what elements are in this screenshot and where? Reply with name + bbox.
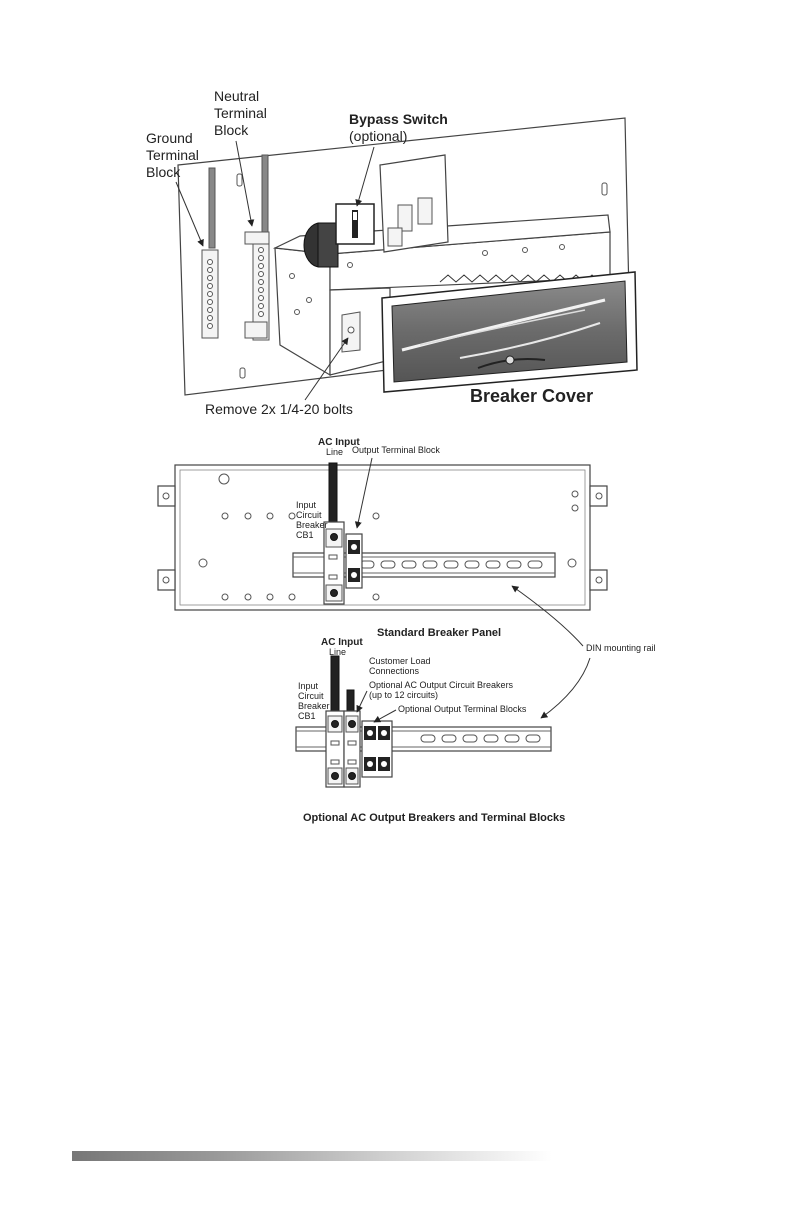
slot-hole bbox=[602, 183, 607, 195]
svg-text:CB1: CB1 bbox=[296, 530, 314, 540]
neutral-terminal-label bbox=[214, 88, 267, 138]
slot-hole bbox=[240, 368, 245, 378]
input-breaker-label bbox=[298, 681, 330, 721]
optional-blocks-label: Optional Output Terminal Blocks bbox=[398, 704, 527, 714]
ac-input-label: AC Input bbox=[321, 637, 363, 648]
svg-text:CB1: CB1 bbox=[298, 711, 316, 721]
svg-text:Ground: Ground bbox=[146, 130, 193, 146]
ground-terminal-holes bbox=[208, 260, 213, 329]
ac-input-label: AC Input bbox=[318, 437, 360, 448]
bypass-switch-note: (optional) bbox=[349, 128, 408, 144]
optional-breakers-label bbox=[369, 680, 514, 700]
slot-hole bbox=[237, 174, 242, 186]
ac-input-cable bbox=[331, 656, 339, 716]
svg-text:Breaker: Breaker bbox=[298, 701, 330, 711]
din-rail-label: DIN mounting rail bbox=[586, 643, 656, 653]
optional-blocks-arrow bbox=[374, 710, 396, 722]
output-terminal-label: Output Terminal Block bbox=[352, 445, 440, 455]
bypass-switch-label: Bypass Switch bbox=[349, 111, 448, 127]
footer-gradient-bar bbox=[72, 1151, 552, 1161]
optional-breakers-caption: Optional AC Output Breakers and Terminal Blocks bbox=[303, 812, 566, 824]
bolt-hole bbox=[348, 327, 354, 333]
svg-text:Connections: Connections bbox=[369, 666, 420, 676]
remove-bolts-label: Remove 2x 1/4-20 bolts bbox=[205, 401, 353, 417]
svg-text:Terminal: Terminal bbox=[146, 147, 199, 163]
standard-breaker-panel bbox=[158, 463, 607, 610]
optional-breakers-assembly bbox=[296, 656, 551, 787]
neutral-bracket-top bbox=[245, 232, 269, 244]
svg-text:Circuit: Circuit bbox=[296, 510, 322, 520]
circuit-board bbox=[380, 155, 448, 252]
neutral-bracket-bottom bbox=[245, 322, 267, 338]
svg-text:Neutral: Neutral bbox=[214, 88, 260, 104]
din-rail-slots bbox=[360, 561, 542, 568]
svg-text:Input: Input bbox=[298, 681, 319, 691]
line-label: Line bbox=[326, 447, 344, 457]
neutral-terminal-holes bbox=[259, 248, 264, 317]
enclosure-illustration bbox=[178, 118, 637, 395]
svg-text:Customer Load: Customer Load bbox=[369, 656, 431, 666]
line-label: Line bbox=[329, 647, 347, 657]
panel-plate bbox=[175, 465, 590, 610]
optional-breakers-arrow bbox=[357, 691, 367, 712]
din-rail-arrow-lower bbox=[541, 658, 590, 718]
svg-text:Optional AC Output Circuit Bre: Optional AC Output Circuit Breakers bbox=[369, 680, 514, 690]
optional-output-terminal-blocks bbox=[362, 721, 392, 777]
standard-panel-caption: Standard Breaker Panel bbox=[377, 627, 502, 639]
customer-load-label bbox=[369, 656, 431, 676]
svg-text:Block: Block bbox=[214, 122, 249, 138]
svg-text:Input: Input bbox=[296, 500, 317, 510]
svg-text:(up to 12 circuits): (up to 12 circuits) bbox=[369, 690, 439, 700]
breaker-cover-label: Breaker Cover bbox=[470, 386, 594, 406]
svg-text:Circuit: Circuit bbox=[298, 691, 324, 701]
ground-rod bbox=[209, 168, 215, 248]
svg-text:Block: Block bbox=[146, 164, 181, 180]
ac-input-cable bbox=[329, 463, 337, 526]
svg-text:Terminal: Terminal bbox=[214, 105, 267, 121]
svg-text:Breaker: Breaker bbox=[296, 520, 328, 530]
